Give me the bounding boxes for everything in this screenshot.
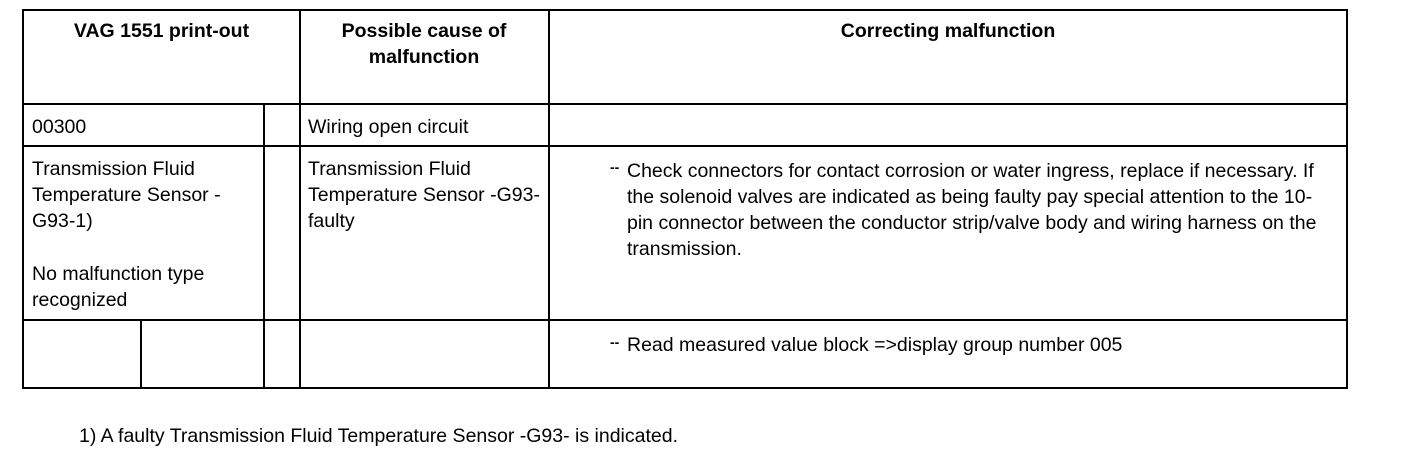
header-bottom-rule bbox=[24, 103, 1346, 105]
bullet-dash-1: -- bbox=[610, 159, 620, 175]
malfunction-type: No malfunction type recognized bbox=[32, 263, 205, 311]
row1-bottom-rule bbox=[24, 145, 1346, 147]
header-vag-printout: VAG 1551 print-out bbox=[73, 20, 250, 42]
col1-sub-rule bbox=[140, 319, 142, 387]
header-possible-cause: Possible cause of malfunction bbox=[341, 20, 507, 68]
col1-right-rule bbox=[299, 11, 301, 387]
cause-sensor-faulty: Transmission Fluid Temperature Sensor -G93- faulty bbox=[308, 158, 540, 232]
correction-check-connectors: Check connectors for contact corrosion or water ingress, replace if necessary. If the solenoid valves are indicated as being faulty pay special attention to the 10-pin connector between the conductor strip/valve body and wiring harness on the transmission. bbox=[627, 160, 1317, 260]
correction-read-measured: Read measured value block =>display group number 005 bbox=[627, 334, 1123, 356]
col2-right-rule bbox=[548, 11, 550, 387]
fault-code: 00300 bbox=[32, 116, 87, 138]
malfunction-table bbox=[22, 9, 1348, 389]
footnote: 1) A faulty Transmission Fluid Temperature Sensor -G93- is indicated. bbox=[79, 425, 678, 447]
header-correcting: Correcting malfunction bbox=[840, 20, 1056, 42]
row2-bottom-rule bbox=[24, 319, 1346, 321]
bullet-dash-2: -- bbox=[610, 334, 620, 350]
component-name: Transmission Fluid Temperature Sensor -G93-1) bbox=[32, 158, 221, 232]
col1-inner-rule bbox=[263, 103, 265, 387]
cause-wiring: Wiring open circuit bbox=[308, 116, 469, 138]
